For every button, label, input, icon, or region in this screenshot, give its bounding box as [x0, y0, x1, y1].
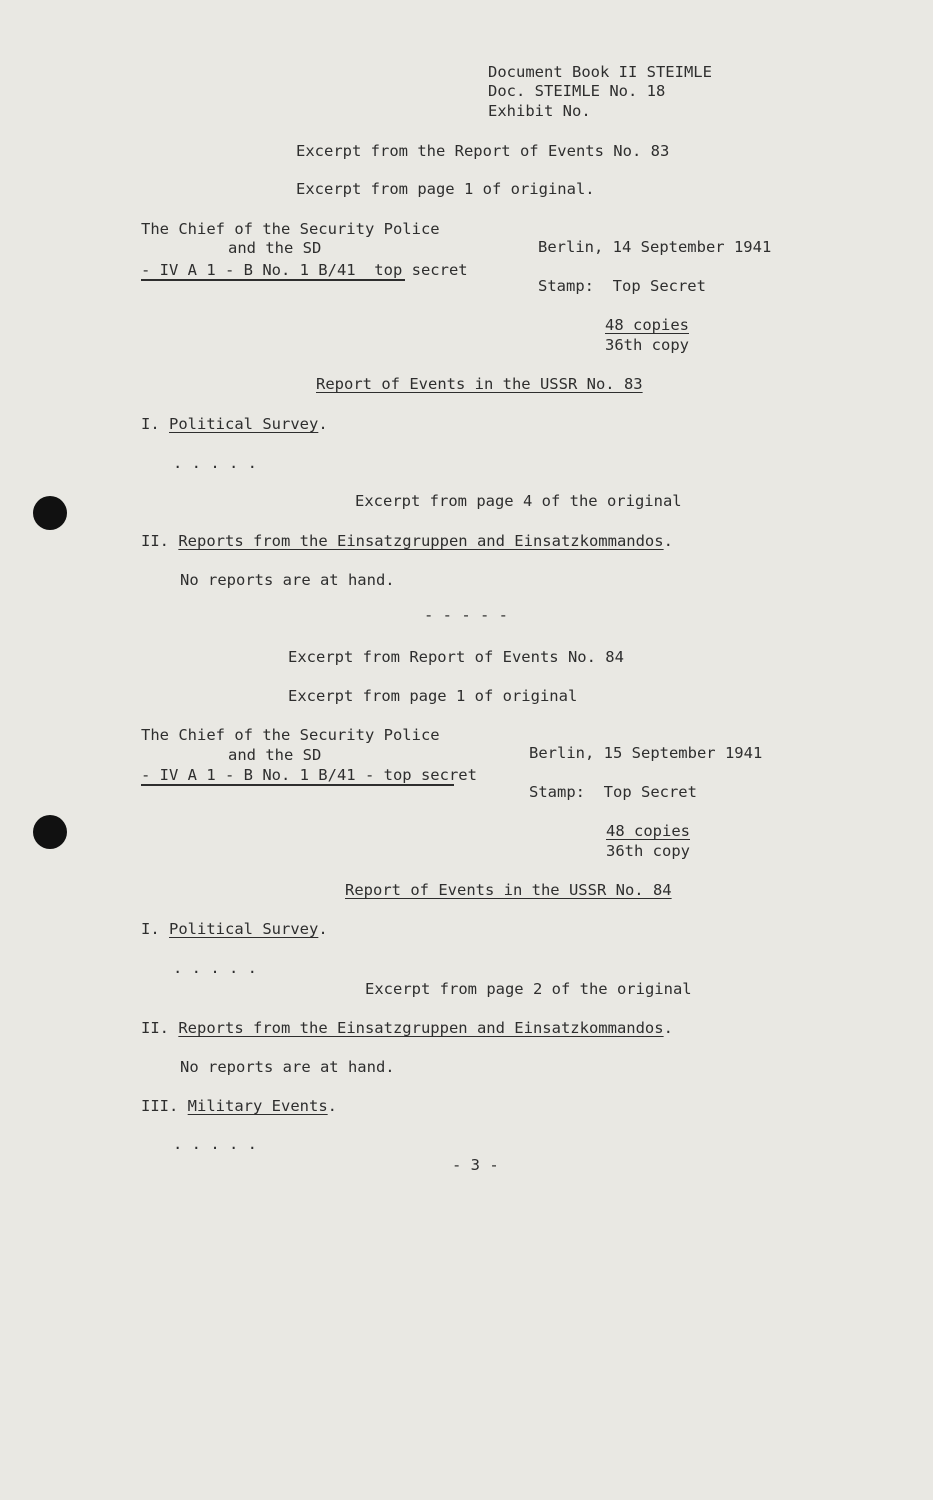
section2-title: Excerpt from Report of Events No. 84: [288, 648, 624, 666]
section1-report-title: Report of Events in the USSR No. 83: [316, 375, 643, 393]
section1-reference: - IV A 1 - B No. 1 B/41 top secret: [141, 261, 468, 279]
section2-page-excerpt: Excerpt from page 2 of the original: [365, 980, 692, 998]
section2-stamp: Stamp: Top Secret: [529, 783, 697, 801]
section2-sender-line2: and the SD: [228, 746, 322, 764]
section1-subtitle: Excerpt from page 1 of original.: [296, 180, 595, 198]
section1-date: Berlin, 14 September 1941: [538, 238, 772, 256]
section2-subtitle: Excerpt from page 1 of original: [288, 687, 578, 705]
section2-copy-number: 36th copy: [606, 842, 690, 860]
section2-political-heading: I. Political Survey.: [141, 920, 328, 938]
section1-reference-underline: [141, 279, 405, 281]
section1-page-excerpt: Excerpt from page 4 of the original: [355, 492, 682, 510]
section2-ellipsis-2: . . . . .: [173, 1135, 257, 1153]
section2-reference-underline: [141, 784, 454, 786]
punch-hole-top: [33, 496, 67, 530]
section2-reference: - IV A 1 - B No. 1 B/41 - top secret: [141, 766, 477, 784]
section1-political-heading: I. Political Survey.: [141, 415, 328, 433]
section1-sender-line1: The Chief of the Security Police: [141, 220, 440, 238]
section1-reports-heading: II. Reports from the Einsatzgruppen and Einsatzkommandos.: [141, 532, 673, 550]
header-doc-book: Document Book II STEIMLE: [488, 63, 712, 81]
section2-date: Berlin, 15 September 1941: [529, 744, 763, 762]
section2-report-title: Report of Events in the USSR No. 84: [345, 881, 672, 899]
section-separator: - - - - -: [424, 606, 508, 624]
section2-copies: 48 copies: [606, 822, 690, 840]
punch-hole-bottom: [33, 815, 67, 849]
header-exhibit: Exhibit No.: [488, 102, 591, 120]
section1-ellipsis: . . . . .: [173, 454, 257, 472]
header-doc-number: Doc. STEIMLE No. 18: [488, 82, 666, 100]
page-number: - 3 -: [452, 1156, 499, 1174]
section1-stamp: Stamp: Top Secret: [538, 277, 706, 295]
section2-sender-line1: The Chief of the Security Police: [141, 726, 440, 744]
section1-copies: 48 copies: [605, 316, 689, 334]
section2-no-reports: No reports are at hand.: [180, 1058, 395, 1076]
section1-title: Excerpt from the Report of Events No. 83: [296, 142, 670, 160]
section1-sender-line2: and the SD: [228, 239, 322, 257]
section2-military-heading: III. Military Events.: [141, 1097, 337, 1115]
section1-no-reports: No reports are at hand.: [180, 571, 395, 589]
section2-reports-heading: II. Reports from the Einsatzgruppen and Einsatzkommandos.: [141, 1019, 673, 1037]
section2-ellipsis: . . . . .: [173, 959, 257, 977]
section1-copy-number: 36th copy: [605, 336, 689, 354]
